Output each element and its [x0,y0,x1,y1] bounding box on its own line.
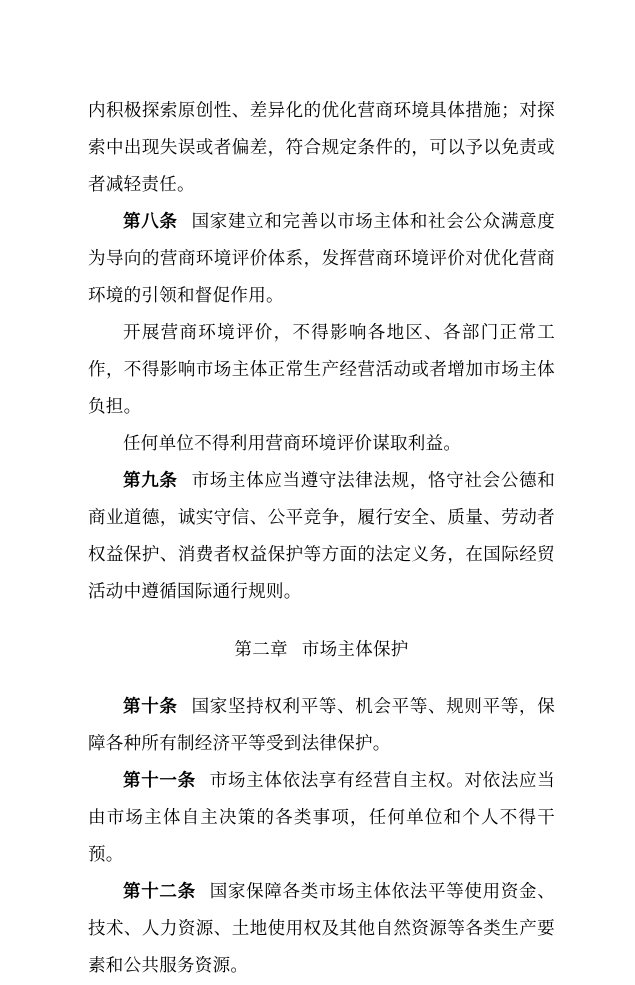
chapter-heading [88,632,555,669]
paragraph-text: 开展营商环境评价，不得影响各地区、各部门正常工作，不得影响市场主体正常生产经营活动或者增加市场主体负担。 [88,323,555,417]
chapter-number: 第二章 [234,640,288,660]
chapter-title: 市场主体保护 [301,640,409,660]
article-8 [88,204,555,315]
paragraph-continuation [88,93,555,204]
paragraph-text: 国家建立和完善以市场主体和社会公众满意度为导向的营商环境评价体系，发挥营商环境评价对优化营商环境的引领和督促作用。 [88,212,555,306]
document-body [88,93,555,985]
article-12 [88,874,555,985]
paragraph-text: 市场主体应当遵守法律法规，恪守社会公德和商业道德，诚实守信、公平竞争，履行安全、质量、劳动者权益保护、消费者权益保护等方面的法定义务，在国际经贸活动中遵循国际通行规则。 [88,471,555,602]
paragraph-text: 国家坚持权利平等、机会平等、规则平等，保障各种所有制经济平等受到法律保护。 [88,697,555,754]
article-10 [88,689,555,763]
article-9 [88,463,555,611]
paragraph-text: 市场主体依法享有经营自主权。对依法应当由市场主体自主决策的各类事项，任何单位和个人不得干预。 [88,771,555,865]
article-number: 第八条 [123,212,178,232]
article-11 [88,763,555,874]
article-8-paragraph-2 [88,315,555,426]
paragraph-text: 内积极探索原创性、差异化的优化营商环境具体措施；对探索中出现失误或者偏差，符合规定条件的，可以予以免责或者减轻责任。 [88,101,555,195]
paragraph-text: 任何单位不得利用营商环境评价谋取利益。 [123,434,462,454]
article-number: 第十一条 [123,771,196,791]
paragraph-text: 国家保障各类市场主体依法平等使用资金、技术、人力资源、土地使用权及其他自然资源等各类生产要素和公共服务资源。 [88,882,555,976]
article-number: 第十条 [123,697,178,717]
article-number: 第十二条 [123,882,196,902]
article-8-paragraph-3 [88,426,555,463]
article-number: 第九条 [123,471,178,491]
